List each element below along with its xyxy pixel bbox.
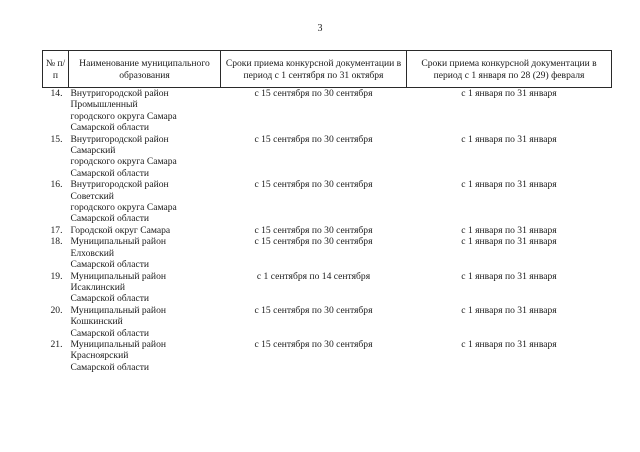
municipality-name-line: Муниципальный район (70, 304, 166, 316)
period1-dates: с 15 сентября по 30 сентября (254, 88, 373, 99)
row-number: 14. (50, 88, 63, 99)
period1-dates: с 1 сентября по 14 сентября (256, 270, 371, 282)
row-number: 18. (50, 236, 63, 248)
municipality-name (69, 339, 221, 373)
period1-dates: с 15 сентября по 30 сентября (254, 338, 373, 350)
deadlines-table (42, 50, 612, 373)
table-row (43, 305, 612, 339)
table-row (43, 225, 612, 236)
municipality-name-line: Самарской области (70, 361, 150, 373)
header-period2: Сроки приема конкурсной документации в период с 1 января по 28 (29) февраля (407, 51, 612, 88)
period1-dates: с 15 сентября по 30 сентября (254, 133, 373, 145)
municipality-name-line: Красноярский (70, 350, 129, 362)
period2-dates: с 1 января по 31 января (461, 224, 557, 236)
municipality-name-line: Самарский (70, 145, 116, 157)
municipality-name-line: Муниципальный район (70, 236, 166, 248)
period1-dates: с 15 сентября по 30 сентября (254, 236, 373, 248)
municipality-name-line: Исаклинский (70, 281, 125, 293)
municipality-name (69, 271, 221, 305)
period1-dates: с 15 сентября по 30 сентября (254, 224, 373, 236)
municipality-name (69, 179, 221, 225)
period2-dates: с 1 января по 31 января (461, 236, 557, 248)
row-number: 16. (50, 179, 63, 191)
municipality-name-line: Муниципальный район (70, 338, 166, 350)
period2-dates: с 1 января по 31 января (461, 338, 557, 350)
row-number: 17. (50, 224, 63, 236)
municipality-name-line: Елховский (70, 247, 115, 259)
period1-dates: с 15 сентября по 30 сентября (254, 304, 373, 316)
municipality-name (69, 88, 221, 134)
table-row (43, 236, 612, 270)
table-row (43, 88, 612, 134)
municipality-name-line: Городской округ Самара (70, 224, 171, 236)
municipality-name-line: Самарской области (70, 327, 150, 339)
period2-dates: с 1 января по 31 января (461, 304, 557, 316)
municipality-name (69, 236, 221, 270)
row-number: 15. (50, 133, 63, 145)
municipality-name-line: городского округа Самара (70, 156, 177, 168)
header-num: № п/п (43, 51, 69, 88)
municipality-name-line: Самарской области (70, 259, 150, 271)
municipality-name-line: Внутригородской район (70, 179, 169, 191)
municipality-name (69, 134, 221, 180)
municipality-name (69, 225, 221, 236)
municipality-name-line: Советский (70, 190, 114, 202)
period2-dates: с 1 января по 31 января (461, 270, 557, 282)
table-row (43, 339, 612, 373)
period2-dates: с 1 января по 31 января (461, 133, 557, 145)
municipality-name-line: Промышленный (70, 99, 138, 111)
period1-dates: с 15 сентября по 30 сентября (254, 179, 373, 191)
page-number: 3 (317, 23, 323, 34)
municipality-name-line: Кошкинский (70, 316, 123, 328)
period2-dates: с 1 января по 31 января (461, 88, 557, 99)
table-body (43, 88, 612, 374)
row-number: 20. (50, 304, 63, 316)
row-number: 21. (50, 338, 63, 350)
table-header-row (43, 51, 612, 88)
row-number: 19. (50, 270, 63, 282)
municipality-name-line: Муниципальный район (70, 270, 166, 282)
municipality-name-line: Внутригородской район (70, 88, 169, 99)
period2-dates: с 1 января по 31 января (461, 179, 557, 191)
header-name: Наименование муниципального образования (69, 51, 221, 88)
table-row (43, 134, 612, 180)
municipality-name-line: Самарской области (70, 293, 150, 305)
municipality-name-line: Самарской области (70, 167, 150, 179)
municipality-name-line: Самарской области (70, 213, 150, 225)
table-row (43, 271, 612, 305)
municipality-name-line: городского округа Самара (70, 202, 177, 214)
municipality-name-line: Самарской области (70, 122, 150, 134)
municipality-name-line: городского округа Самара (70, 110, 177, 122)
header-period1: Сроки приема конкурсной документации в период с 1 сентября по 31 октября (221, 51, 407, 88)
municipality-name-line: Внутригородской район (70, 133, 169, 145)
table-row (43, 179, 612, 225)
municipality-name (69, 305, 221, 339)
